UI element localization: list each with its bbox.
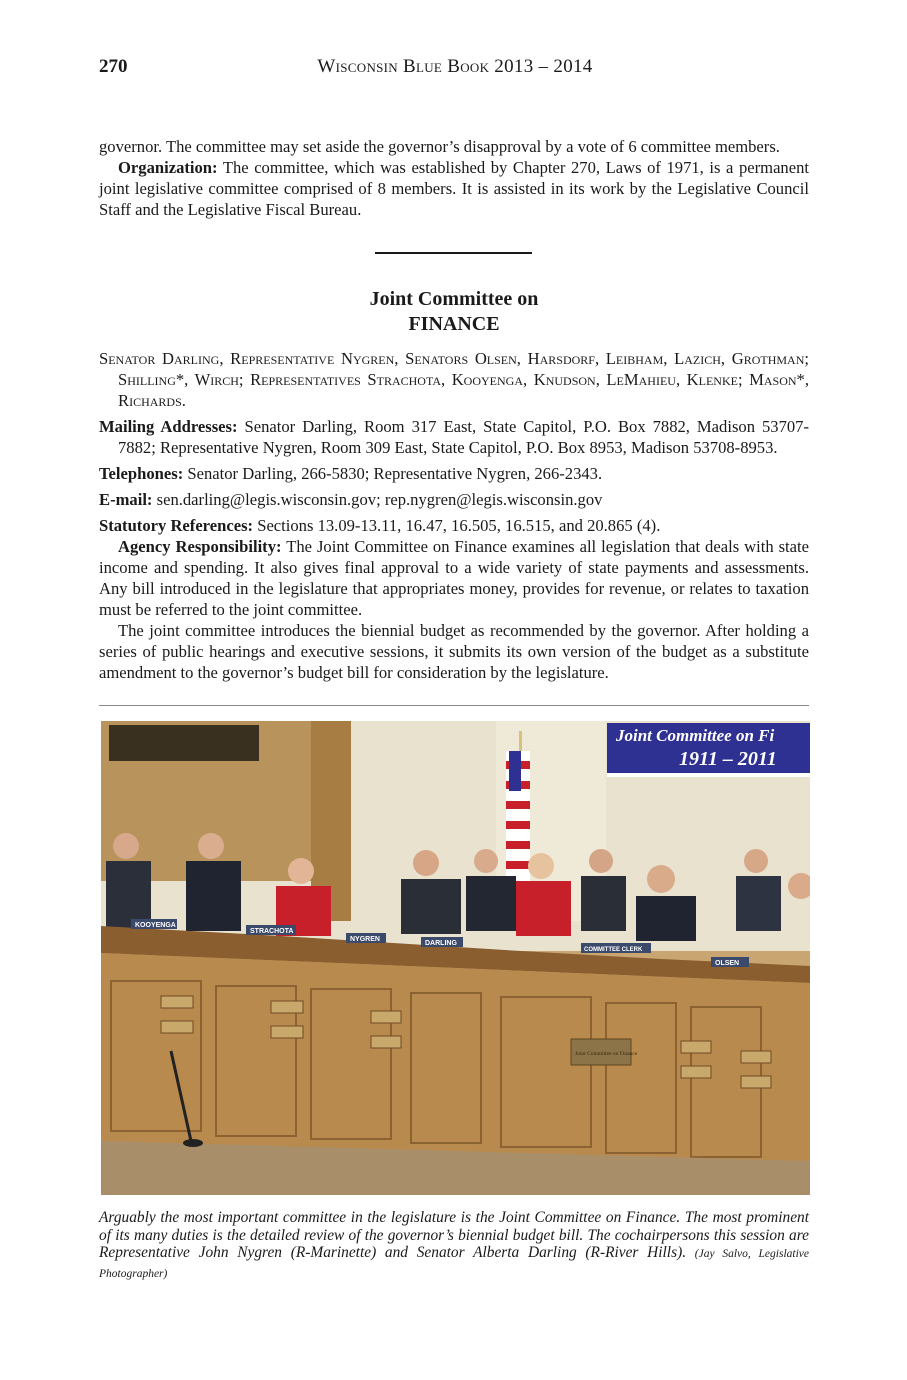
photo-credit: (Jay Salvo, Legislative Photographer) bbox=[99, 1248, 809, 1280]
nameplate-darling: DARLING bbox=[425, 940, 457, 947]
email bbox=[99, 489, 809, 510]
agency-responsibility bbox=[99, 536, 809, 620]
mailing-addresses bbox=[99, 416, 809, 458]
agency-text: The Joint Committee on Finance examines all legislation that deals with state income and spending. It also gives final approval to a wide variety of state payments and assessments. Any bill introduced in the legislature that appropriates money, provides for revenue, or relates to taxation must be referred to the joint committee. bbox=[99, 537, 809, 619]
organization-paragraph bbox=[99, 157, 809, 220]
committee-photo-illustration bbox=[101, 721, 810, 1195]
committee-photo bbox=[101, 721, 810, 1195]
mailing-text: Senator Darling, Room 317 East, State Capitol, P.O. Box 7882, Madison 53707-7882; Representative Nygren, Room 309 East, State Capitol, P.O. Box 8953, Madison 53708-8953. bbox=[118, 417, 809, 457]
email-text: sen.darling@legis.wisconsin.gov; rep.nygren@legis.wisconsin.gov bbox=[152, 490, 603, 509]
intro-section bbox=[99, 136, 809, 220]
committee-title-line2: FINANCE bbox=[408, 313, 500, 335]
intro-paragraph: governor. The committee may set aside the governor’s disapproval by a vote of 6 committee members. bbox=[99, 137, 780, 156]
statutory-references bbox=[99, 515, 809, 536]
nameplate-olsen: OLSEN bbox=[715, 960, 740, 967]
nameplate-strachota: STRACHOTA bbox=[250, 928, 294, 935]
budget-paragraph: The joint committee introduces the biennial budget as recommended by the governor. After holding a series of public hearings and executive sessions, it submits its own version of the budget as a substitute amendment to the governor’s budget bill for consideration by the legislature. bbox=[99, 621, 809, 682]
mailing-label: Mailing Addresses: bbox=[99, 417, 238, 436]
caption-text: Arguably the most important committee in the legislature is the Joint Committee on Finance. The most prominent of its many duties is the detailed review of the governor’s biennial budget bill. The cochairpersons this session are Representative John Nygren (R-Marinette) and Senator Alberta Darling (R-River Hills). bbox=[99, 1209, 809, 1261]
telephones-label: Telephones: bbox=[99, 464, 184, 483]
statutory-label: Statutory References: bbox=[99, 516, 254, 535]
photo-caption bbox=[99, 1209, 809, 1283]
banner-years: 1911 – 2011 bbox=[679, 748, 777, 770]
telephones bbox=[99, 463, 809, 484]
organization-text: The committee, which was established by Chapter 270, Laws of 1971, is a permanent joint legislative committee comprised of 8 members. It is assisted in its work by the Legislative Council Staff and the Legislative Fiscal Bureau. bbox=[99, 158, 809, 219]
nameplate-nygren: NYGREN bbox=[350, 936, 380, 943]
book-title: Wisconsin Blue Book 2013 – 2014 bbox=[317, 56, 593, 77]
page-number: 270 bbox=[99, 56, 128, 77]
statutory-text: Sections 13.09-13.11, 16.47, 16.505, 16.515, and 20.865 (4). bbox=[253, 516, 661, 535]
running-header bbox=[99, 56, 811, 82]
telephones-text: Senator Darling, 266-5830; Representative Nygren, 266-2343. bbox=[183, 464, 603, 483]
photo-rule bbox=[99, 705, 809, 706]
committee-title-line1: Joint Committee on bbox=[369, 288, 539, 310]
committee-title bbox=[99, 287, 809, 337]
organization-label: Organization: bbox=[118, 158, 218, 177]
banner-title: Joint Committee on Fi bbox=[616, 726, 775, 745]
nameplate-kooyenga: KOOYENGA bbox=[135, 922, 176, 929]
nameplate-committee-clerk: COMMITTEE CLERK bbox=[584, 947, 643, 953]
desk-plaque: Joint Committee on Finance bbox=[575, 1051, 638, 1057]
committee-members: Senator Darling, Representative Nygren, Senators Olsen, Harsdorf, Leibham, Lazich, Grothman; Shilling*, Wirch; Representatives Strachota, Kooyenga, Knudson, LeMahieu, Klenke; Mason*, Richards. bbox=[99, 349, 809, 410]
committee-details bbox=[99, 348, 809, 683]
agency-label: Agency Responsibility: bbox=[118, 537, 282, 556]
section-divider bbox=[375, 252, 532, 254]
email-label: E-mail: bbox=[99, 490, 153, 509]
